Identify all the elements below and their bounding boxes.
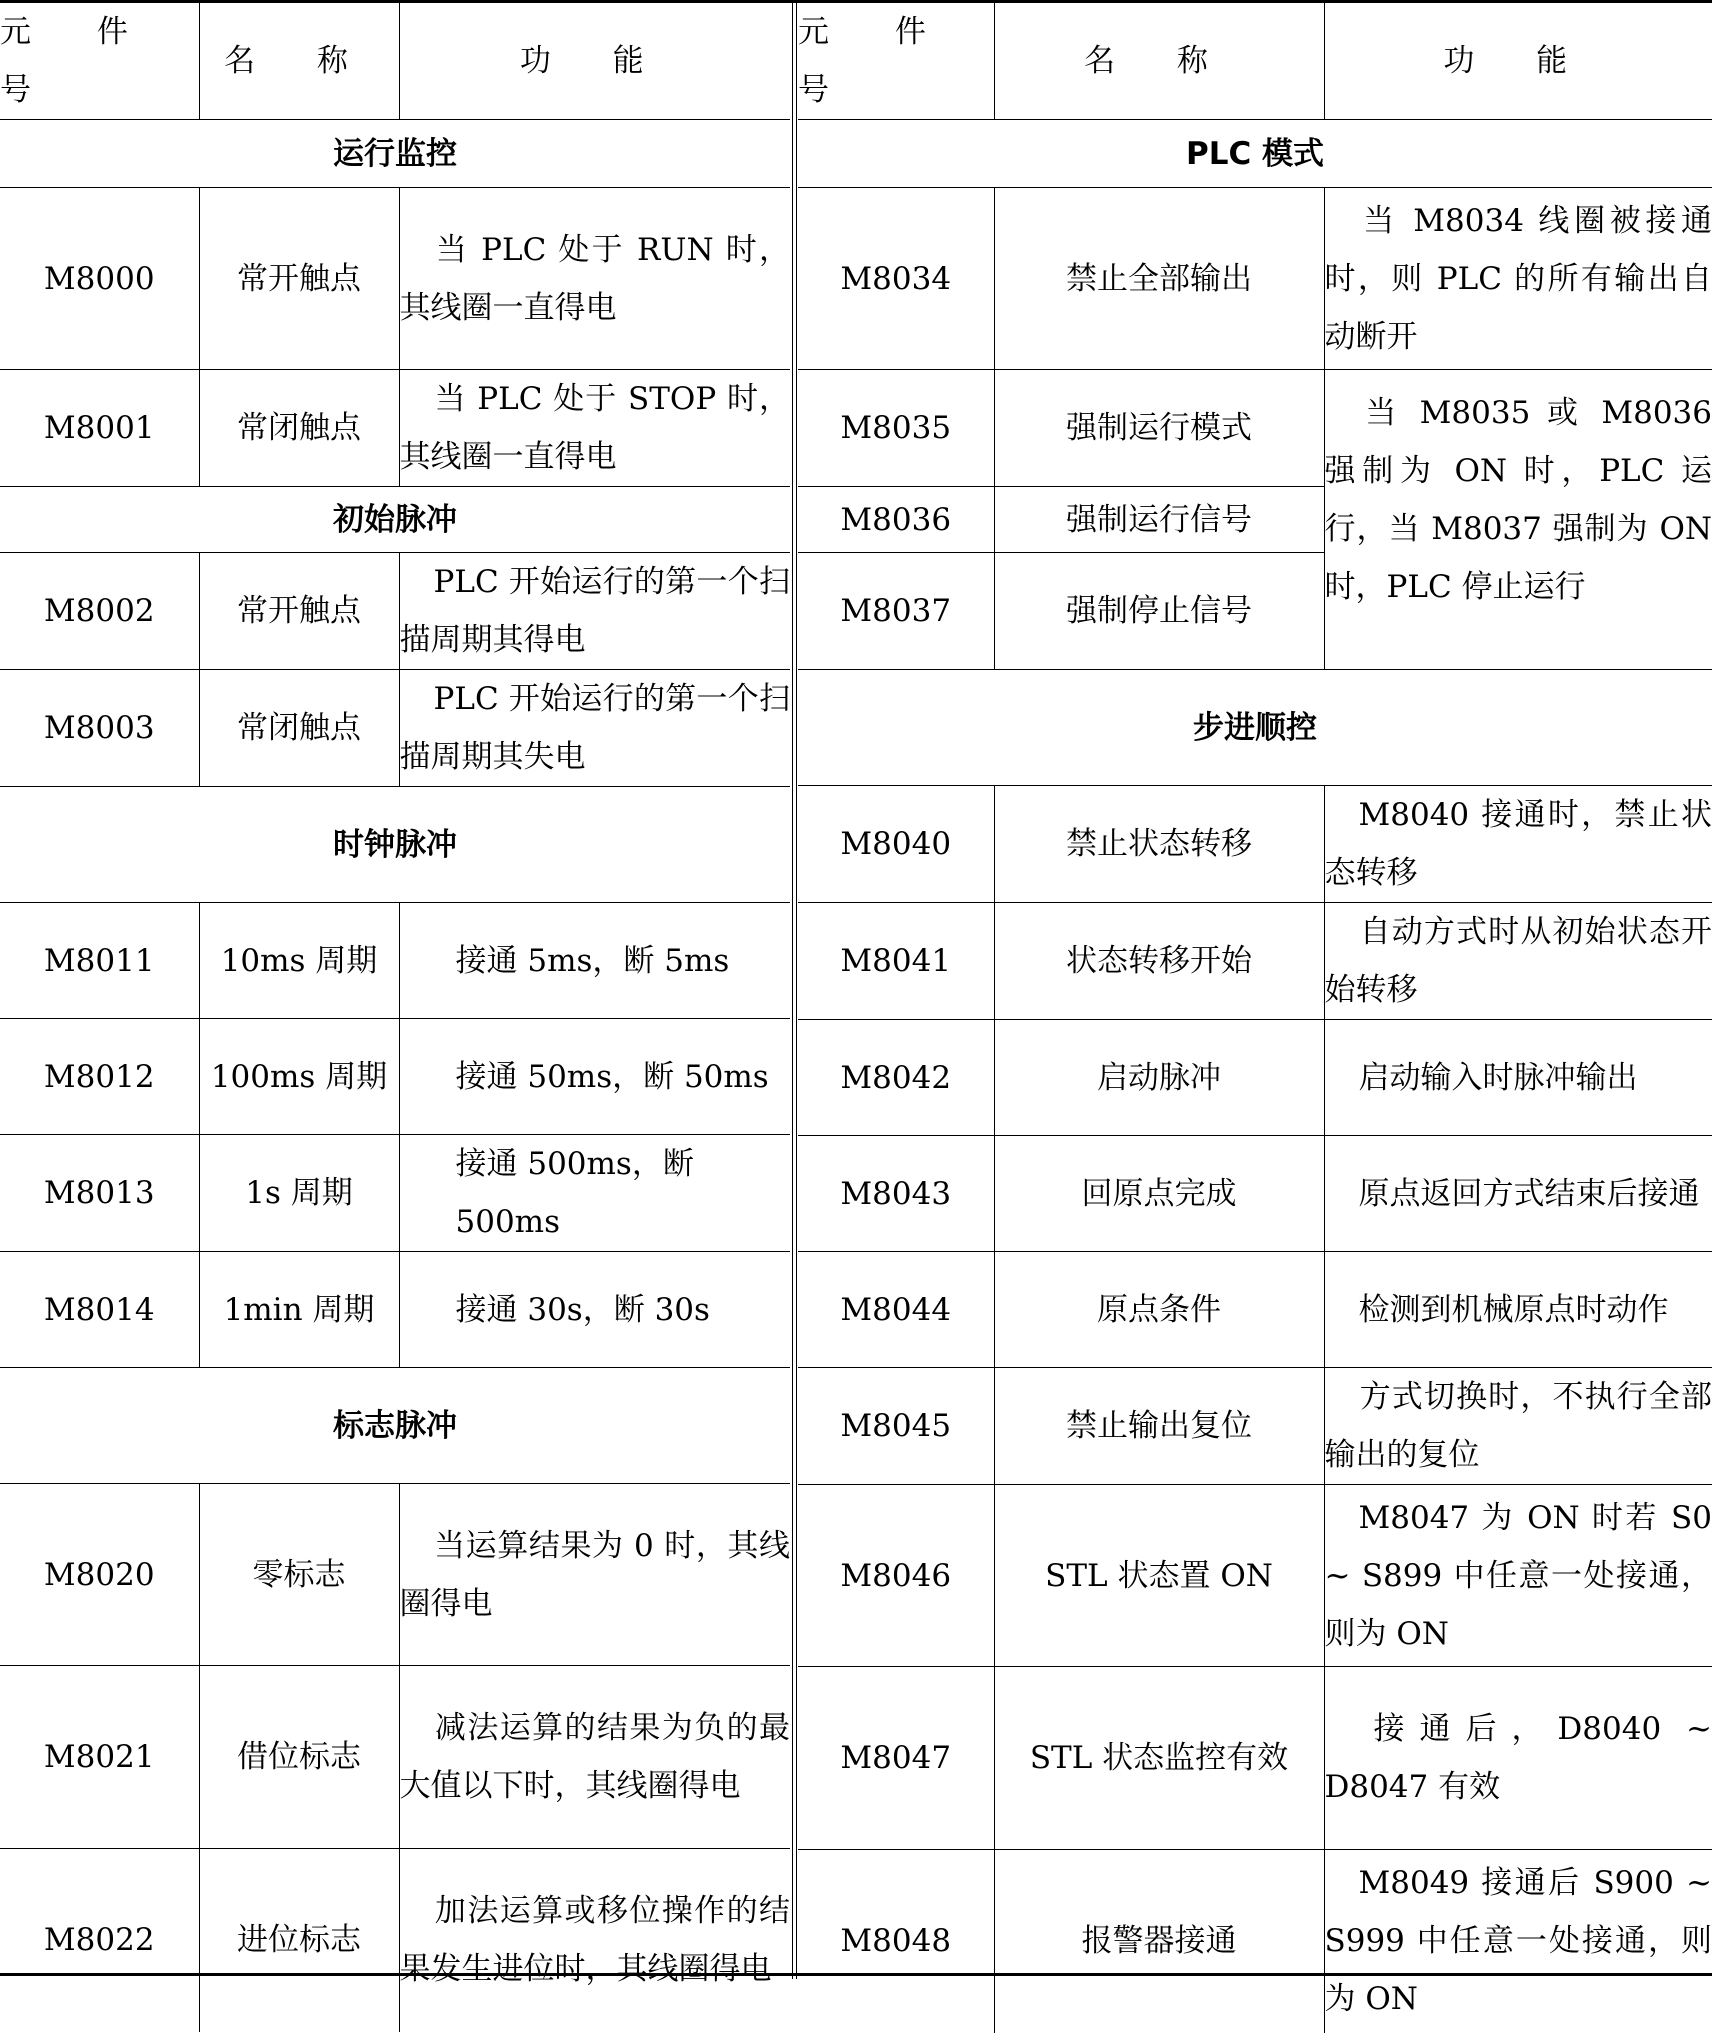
element-name: 强制停止信号 [994,553,1324,670]
element-name: STL 状态置 ON [994,1485,1324,1667]
element-code: M8043 [798,1136,994,1252]
section-title: 时钟脉冲 [0,787,790,903]
table-row [798,1252,1712,1368]
element-code: M8021 [0,1666,199,1849]
table-row [798,370,1712,487]
table-row [798,903,1712,1020]
element-function: 减法运算的结果为负的最大值以下时，其线圈得电 [399,1666,790,1849]
element-code: M8000 [0,188,199,370]
table-row [0,670,790,787]
header-code: 元 件 号 [798,3,994,120]
element-function: M8049 接通后 S900 ~ S999 中任意一处接通，则为 ON [1324,1850,1712,2033]
table-row [798,188,1712,370]
element-name: 1s 周期 [199,1135,399,1252]
table-row [0,370,790,487]
section-title: 步进顺控 [798,670,1712,786]
element-function: 当 M8035 或 M8036 强制为 ON 时，PLC 运行，当 M8037 强制为 ON 时，PLC 停止运行 [1324,370,1712,670]
element-function: M8047 为 ON 时若 S0 ~ S899 中任意一处接通，则为 ON [1324,1485,1712,1667]
section-title: 运行监控 [0,120,790,188]
element-code: M8036 [798,487,994,553]
element-name: 启动脉冲 [994,1020,1324,1136]
table-row [0,1019,790,1135]
element-name: 10ms 周期 [199,903,399,1019]
section-title: 初始脉冲 [0,487,790,553]
element-function: 检测到机械原点时动作 [1324,1252,1712,1368]
element-code: M8001 [0,370,199,487]
left-table [0,3,790,2032]
element-name: 借位标志 [199,1666,399,1849]
center-divider [792,3,797,1979]
header-row [0,3,790,120]
section-row [0,120,790,188]
table-row [0,1666,790,1849]
element-code: M8042 [798,1020,994,1136]
table-row [798,1485,1712,1667]
element-code: M8022 [0,1849,199,2032]
element-code: M8035 [798,370,994,487]
element-function: 当 PLC 处于 RUN 时，其线圈一直得电 [399,188,790,370]
element-name: 强制运行信号 [994,487,1324,553]
element-name: 进位标志 [199,1849,399,2032]
table-row [0,553,790,670]
element-function: 自动方式时从初始状态开始转移 [1324,903,1712,1020]
section-title: PLC 模式 [798,120,1712,188]
element-function: 原点返回方式结束后接通 [1324,1136,1712,1252]
element-function: 当 PLC 处于 STOP 时，其线圈一直得电 [399,370,790,487]
section-row [798,670,1712,786]
element-name: 禁止全部输出 [994,188,1324,370]
element-name: 原点条件 [994,1252,1324,1368]
element-function: M8040 接通时，禁止状态转移 [1324,786,1712,903]
element-function: 接通 500ms，断 500ms [399,1135,790,1252]
header-code: 元 件 号 [0,3,199,120]
element-code: M8012 [0,1019,199,1135]
element-code: M8020 [0,1484,199,1666]
element-code: M8011 [0,903,199,1019]
element-code: M8045 [798,1368,994,1485]
element-name: STL 状态监控有效 [994,1667,1324,1850]
header-name: 名 称 [199,3,399,120]
element-code: M8044 [798,1252,994,1368]
element-name: 常闭触点 [199,670,399,787]
element-code: M8003 [0,670,199,787]
table-row [798,1020,1712,1136]
table-row [798,786,1712,903]
section-title: 标志脉冲 [0,1368,790,1484]
header-name: 名 称 [994,3,1324,120]
table-row [0,1135,790,1252]
element-function: 接通 50ms，断 50ms [399,1019,790,1135]
table-row [798,1850,1712,2033]
element-function: 方式切换时，不执行全部输出的复位 [1324,1368,1712,1485]
element-function: 启动输入时脉冲输出 [1324,1020,1712,1136]
element-code: M8013 [0,1135,199,1252]
element-name: 零标志 [199,1484,399,1666]
element-code: M8047 [798,1667,994,1850]
element-code: M8046 [798,1485,994,1667]
section-row [0,487,790,553]
element-function: 接通后，D8040 ~ D8047 有效 [1324,1667,1712,1850]
header-function: 功 能 [1324,3,1712,120]
table-row [0,1849,790,2032]
element-code: M8034 [798,188,994,370]
element-name: 强制运行模式 [994,370,1324,487]
element-name: 常开触点 [199,188,399,370]
element-name: 禁止输出复位 [994,1368,1324,1485]
element-name: 回原点完成 [994,1136,1324,1252]
element-function: PLC 开始运行的第一个扫描周期其得电 [399,553,790,670]
element-name: 报警器接通 [994,1850,1324,2033]
element-code: M8037 [798,553,994,670]
element-name: 常闭触点 [199,370,399,487]
table-row [0,1252,790,1368]
table-row [0,903,790,1019]
element-function: 接通 30s，断 30s [399,1252,790,1368]
element-name: 常开触点 [199,553,399,670]
element-function: PLC 开始运行的第一个扫描周期其失电 [399,670,790,787]
element-code: M8002 [0,553,199,670]
table-row [798,1368,1712,1485]
section-row [0,787,790,903]
table-row [798,1667,1712,1850]
right-table [798,3,1712,2033]
element-name: 1min 周期 [199,1252,399,1368]
header-row [798,3,1712,120]
table-row [0,1484,790,1666]
element-function: 加法运算或移位操作的结果发生进位时，其线圈得电 [399,1849,790,2032]
element-code: M8048 [798,1850,994,2033]
element-code: M8040 [798,786,994,903]
element-function: 接通 5ms，断 5ms [399,903,790,1019]
element-code: M8041 [798,903,994,1020]
element-name: 100ms 周期 [199,1019,399,1135]
section-row [798,120,1712,188]
element-name: 禁止状态转移 [994,786,1324,903]
section-row [0,1368,790,1484]
table-row [798,1136,1712,1252]
header-function: 功 能 [399,3,790,120]
element-name: 状态转移开始 [994,903,1324,1020]
element-function: 当 M8034 线圈被接通时，则 PLC 的所有输出自动断开 [1324,188,1712,370]
element-function: 当运算结果为 0 时，其线圈得电 [399,1484,790,1666]
element-code: M8014 [0,1252,199,1368]
table-row [0,188,790,370]
